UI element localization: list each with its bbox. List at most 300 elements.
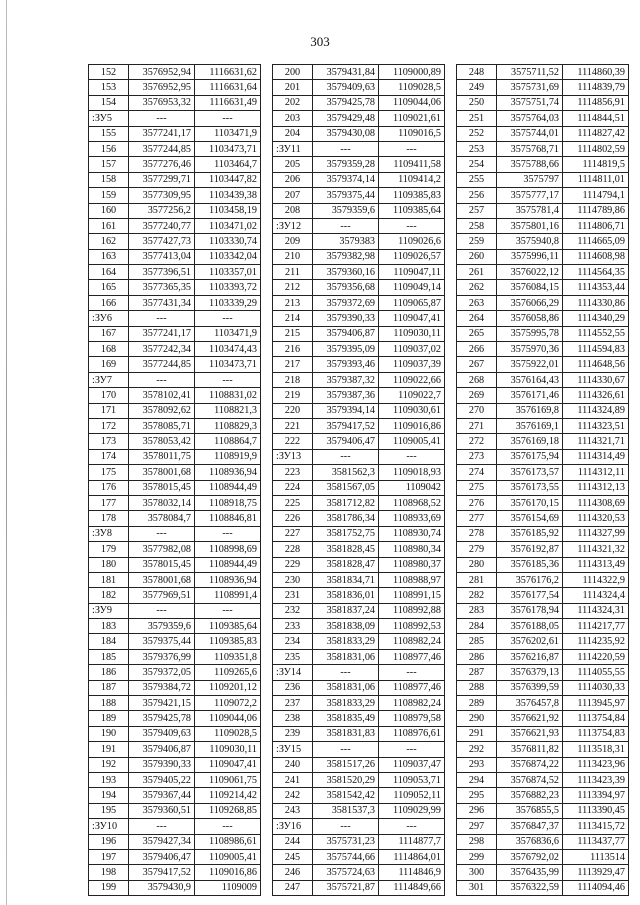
y-coordinate-cell: 1113390,45 [563, 803, 629, 818]
y-coordinate-cell: 1109022,7 [379, 388, 445, 403]
x-coordinate-cell: 3576177,54 [497, 588, 563, 603]
x-coordinate-cell: 3581828,47 [313, 557, 379, 572]
y-coordinate-cell: 1109037,39 [379, 357, 445, 372]
table-row [89, 880, 261, 895]
section-row [273, 742, 445, 757]
x-coordinate-cell: 3581537,3 [313, 803, 379, 818]
point-number-cell: 292 [457, 742, 497, 757]
y-coordinate-cell: --- [195, 311, 261, 326]
x-coordinate-cell: 3575940,8 [497, 234, 563, 249]
x-coordinate-cell: 3579359,28 [313, 157, 379, 172]
x-coordinate-cell: 3575801,16 [497, 218, 563, 233]
section-row [273, 819, 445, 834]
x-coordinate-cell: 3578015,45 [129, 480, 195, 495]
x-coordinate-cell: 3576882,23 [497, 788, 563, 803]
y-coordinate-cell: 1113423,39 [563, 772, 629, 787]
table-row [457, 280, 629, 295]
x-coordinate-cell: 3575777,17 [497, 188, 563, 203]
y-coordinate-cell: 1103339,29 [195, 295, 261, 310]
table-row [273, 803, 445, 818]
section-label-cell: :ЗУ10 [89, 819, 129, 834]
table-row [273, 649, 445, 664]
x-coordinate-cell: 3581833,29 [313, 634, 379, 649]
x-coordinate-cell: 3581838,09 [313, 619, 379, 634]
table-row [89, 65, 261, 80]
x-coordinate-cell: 3579406,87 [129, 742, 195, 757]
table-row [273, 80, 445, 95]
point-number-cell: 170 [89, 388, 129, 403]
table-row [89, 418, 261, 433]
point-number-cell: 152 [89, 65, 129, 80]
y-coordinate-cell: 1114094,46 [563, 880, 629, 895]
x-coordinate-cell: 3577241,17 [129, 126, 195, 141]
x-coordinate-cell: 3579394,14 [313, 403, 379, 418]
point-number-cell: 210 [273, 249, 313, 264]
table-row [457, 111, 629, 126]
y-coordinate-cell: 1114055,55 [563, 665, 629, 680]
point-number-cell: 301 [457, 880, 497, 895]
table-row [89, 95, 261, 110]
y-coordinate-cell: 1109042 [379, 480, 445, 495]
table-row [273, 772, 445, 787]
point-number-cell: 198 [89, 865, 129, 880]
table-row [89, 649, 261, 664]
table-row [89, 249, 261, 264]
x-coordinate-cell: 3576811,82 [497, 742, 563, 757]
point-number-cell: 183 [89, 619, 129, 634]
coordinates-table-3 [456, 64, 629, 896]
y-coordinate-cell: 1109385,83 [379, 188, 445, 203]
x-coordinate-cell: 3576399,59 [497, 680, 563, 695]
point-number-cell: 291 [457, 726, 497, 741]
y-coordinate-cell: 1114794,1 [563, 188, 629, 203]
point-number-cell: 204 [273, 126, 313, 141]
table-row [273, 634, 445, 649]
point-number-cell: 156 [89, 141, 129, 156]
x-coordinate-cell: 3579431,84 [313, 65, 379, 80]
y-coordinate-cell: 1109049,14 [379, 280, 445, 295]
x-coordinate-cell: 3581828,45 [313, 542, 379, 557]
x-coordinate-cell: 3579409,63 [313, 80, 379, 95]
section-row [273, 449, 445, 464]
table-row [457, 403, 629, 418]
x-coordinate-cell: 3581831,06 [313, 680, 379, 695]
y-coordinate-cell: 1114312,13 [563, 480, 629, 495]
x-coordinate-cell: 3576621,92 [497, 711, 563, 726]
y-coordinate-cell: 1108919,9 [195, 449, 261, 464]
y-coordinate-cell: 1116631,49 [195, 95, 261, 110]
table-row [89, 772, 261, 787]
table-row [89, 757, 261, 772]
x-coordinate-cell: 3579387,36 [313, 388, 379, 403]
x-coordinate-cell: 3581567,05 [313, 480, 379, 495]
section-row [89, 603, 261, 618]
y-coordinate-cell: 1103393,72 [195, 280, 261, 295]
table-row [273, 726, 445, 741]
table-row [457, 80, 629, 95]
table-row [457, 434, 629, 449]
table-row [89, 495, 261, 510]
table-row [457, 172, 629, 187]
y-coordinate-cell: 1109000,89 [379, 65, 445, 80]
point-number-cell: 161 [89, 218, 129, 233]
y-coordinate-cell: 1109009 [195, 880, 261, 895]
y-coordinate-cell: 1109044,06 [379, 95, 445, 110]
point-number-cell: 264 [457, 311, 497, 326]
table-row [457, 480, 629, 495]
x-coordinate-cell: 3578102,41 [129, 388, 195, 403]
x-coordinate-cell: 3577309,95 [129, 188, 195, 203]
section-row [89, 311, 261, 326]
y-coordinate-cell: 1114217,77 [563, 619, 629, 634]
y-coordinate-cell: 1114235,92 [563, 634, 629, 649]
y-coordinate-cell: --- [379, 141, 445, 156]
point-number-cell: 172 [89, 418, 129, 433]
x-coordinate-cell: 3576176,2 [497, 572, 563, 587]
point-number-cell: 154 [89, 95, 129, 110]
point-number-cell: 168 [89, 342, 129, 357]
table-row [457, 141, 629, 156]
point-number-cell: 177 [89, 495, 129, 510]
x-coordinate-cell: 3575781,4 [497, 203, 563, 218]
table-row [457, 326, 629, 341]
y-coordinate-cell: 1108944,49 [195, 557, 261, 572]
y-coordinate-cell: 1108977,46 [379, 649, 445, 664]
x-coordinate-cell: 3579417,52 [313, 418, 379, 433]
x-coordinate-cell: 3576874,22 [497, 757, 563, 772]
table-row [89, 141, 261, 156]
point-number-cell: 281 [457, 572, 497, 587]
table-row [273, 880, 445, 895]
x-coordinate-cell: 3581712,82 [313, 495, 379, 510]
x-coordinate-cell: 3579425,78 [129, 711, 195, 726]
x-coordinate-cell: 3579367,44 [129, 788, 195, 803]
y-coordinate-cell: 1109029,99 [379, 803, 445, 818]
y-coordinate-cell: 1109030,11 [195, 742, 261, 757]
x-coordinate-cell: 3575711,52 [497, 65, 563, 80]
point-number-cell: 220 [273, 403, 313, 418]
y-coordinate-cell: 1109018,93 [379, 465, 445, 480]
y-coordinate-cell: 1108829,3 [195, 418, 261, 433]
y-coordinate-cell: 1108968,52 [379, 495, 445, 510]
x-coordinate-cell: 3578032,14 [129, 495, 195, 510]
x-coordinate-cell: --- [129, 311, 195, 326]
x-coordinate-cell: 3575724,63 [313, 865, 379, 880]
y-coordinate-cell: 1109065,87 [379, 295, 445, 310]
table-row [273, 757, 445, 772]
point-number-cell: 194 [89, 788, 129, 803]
section-label-cell: :ЗУ15 [273, 742, 313, 757]
table-row [89, 295, 261, 310]
y-coordinate-cell: 1114856,91 [563, 95, 629, 110]
section-row [89, 819, 261, 834]
table-row [273, 295, 445, 310]
point-number-cell: 271 [457, 418, 497, 433]
table-row [89, 342, 261, 357]
table-row [457, 557, 629, 572]
point-number-cell: 221 [273, 418, 313, 433]
y-coordinate-cell: 1108936,94 [195, 572, 261, 587]
y-coordinate-cell: 1103473,71 [195, 141, 261, 156]
x-coordinate-cell: 3576952,95 [129, 80, 195, 95]
y-coordinate-cell: 1114320,53 [563, 511, 629, 526]
x-coordinate-cell: 3576164,43 [497, 372, 563, 387]
x-coordinate-cell: 3581836,01 [313, 588, 379, 603]
y-coordinate-cell: 1114327,99 [563, 526, 629, 541]
x-coordinate-cell: 3576066,29 [497, 295, 563, 310]
table-row [273, 511, 445, 526]
x-coordinate-cell: 3577431,34 [129, 295, 195, 310]
y-coordinate-cell: 1103458,19 [195, 203, 261, 218]
x-coordinate-cell: --- [313, 141, 379, 156]
y-coordinate-cell: 1109016,5 [379, 126, 445, 141]
point-number-cell: 178 [89, 511, 129, 526]
section-label-cell: :ЗУ9 [89, 603, 129, 618]
y-coordinate-cell: 1114665,09 [563, 234, 629, 249]
table-row [457, 495, 629, 510]
table-row [273, 65, 445, 80]
y-coordinate-cell: 1114326,61 [563, 388, 629, 403]
x-coordinate-cell: 3579374,14 [313, 172, 379, 187]
y-coordinate-cell: 1108846,81 [195, 511, 261, 526]
y-coordinate-cell: 1108991,15 [379, 588, 445, 603]
point-number-cell: 217 [273, 357, 313, 372]
point-number-cell: 169 [89, 357, 129, 372]
y-coordinate-cell: --- [195, 819, 261, 834]
x-coordinate-cell: 3576169,1 [497, 418, 563, 433]
point-number-cell: 241 [273, 772, 313, 787]
y-coordinate-cell: 1103471,02 [195, 218, 261, 233]
point-number-cell: 215 [273, 326, 313, 341]
x-coordinate-cell: 3579372,05 [129, 665, 195, 680]
point-number-cell: 256 [457, 188, 497, 203]
table-row [273, 342, 445, 357]
x-coordinate-cell: 3576175,94 [497, 449, 563, 464]
x-coordinate-cell: 3576457,8 [497, 696, 563, 711]
y-coordinate-cell: 1114308,69 [563, 495, 629, 510]
table-row [457, 849, 629, 864]
y-coordinate-cell: 1109201,12 [195, 680, 261, 695]
point-number-cell: 275 [457, 480, 497, 495]
y-coordinate-cell: 1116631,64 [195, 80, 261, 95]
y-coordinate-cell: 1114846,9 [379, 865, 445, 880]
x-coordinate-cell: 3579395,09 [313, 342, 379, 357]
y-coordinate-cell: 1108986,61 [195, 834, 261, 849]
x-coordinate-cell: 3578001,68 [129, 465, 195, 480]
point-number-cell: 288 [457, 680, 497, 695]
table-row [89, 511, 261, 526]
table-row [457, 711, 629, 726]
y-coordinate-cell: 1114321,32 [563, 542, 629, 557]
y-coordinate-cell: 1108930,74 [379, 526, 445, 541]
point-number-cell: 167 [89, 326, 129, 341]
x-coordinate-cell: --- [129, 819, 195, 834]
y-coordinate-cell: 1109030,61 [379, 403, 445, 418]
point-number-cell: 297 [457, 819, 497, 834]
table-row [457, 572, 629, 587]
point-number-cell: 208 [273, 203, 313, 218]
point-number-cell: 290 [457, 711, 497, 726]
x-coordinate-cell: 3577276,46 [129, 157, 195, 172]
x-coordinate-cell: 3581562,3 [313, 465, 379, 480]
x-coordinate-cell: 3576173,57 [497, 465, 563, 480]
x-coordinate-cell: 3581542,42 [313, 788, 379, 803]
y-coordinate-cell: 1114220,59 [563, 649, 629, 664]
x-coordinate-cell: 3579425,78 [313, 95, 379, 110]
table-row [273, 388, 445, 403]
point-number-cell: 296 [457, 803, 497, 818]
x-coordinate-cell: 3581837,24 [313, 603, 379, 618]
y-coordinate-cell: 1109028,5 [379, 80, 445, 95]
table-row [273, 849, 445, 864]
y-coordinate-cell: 1113929,47 [563, 865, 629, 880]
point-number-cell: 211 [273, 265, 313, 280]
y-coordinate-cell: 1114802,59 [563, 141, 629, 156]
section-label-cell: :ЗУ13 [273, 449, 313, 464]
point-number-cell: 184 [89, 634, 129, 649]
x-coordinate-cell: 3581520,29 [313, 772, 379, 787]
point-number-cell: 223 [273, 465, 313, 480]
table-row [89, 665, 261, 680]
x-coordinate-cell: 3576621,93 [497, 726, 563, 741]
point-number-cell: 199 [89, 880, 129, 895]
x-coordinate-cell: 3578011,75 [129, 449, 195, 464]
point-number-cell: 267 [457, 357, 497, 372]
y-coordinate-cell: 1114330,86 [563, 295, 629, 310]
y-coordinate-cell: 1114789,86 [563, 203, 629, 218]
x-coordinate-cell: 3581831,06 [313, 649, 379, 664]
coordinates-table-1 [88, 64, 261, 896]
table-row [89, 865, 261, 880]
x-coordinate-cell: 3575731,23 [313, 834, 379, 849]
x-coordinate-cell: 3576836,6 [497, 834, 563, 849]
table-row [457, 311, 629, 326]
x-coordinate-cell: 3579359,6 [313, 203, 379, 218]
table-row [89, 280, 261, 295]
y-coordinate-cell: 1103357,01 [195, 265, 261, 280]
x-coordinate-cell: 3575797 [497, 172, 563, 187]
x-coordinate-cell: 3575751,74 [497, 95, 563, 110]
x-coordinate-cell: 3576169,18 [497, 434, 563, 449]
y-coordinate-cell: 1108980,37 [379, 557, 445, 572]
point-number-cell: 181 [89, 572, 129, 587]
y-coordinate-cell: 1109053,71 [379, 772, 445, 787]
point-number-cell: 262 [457, 280, 497, 295]
point-number-cell: 240 [273, 757, 313, 772]
x-coordinate-cell: 3575744,01 [497, 126, 563, 141]
table-row [89, 480, 261, 495]
point-number-cell: 247 [273, 880, 313, 895]
point-number-cell: 274 [457, 465, 497, 480]
table-row [89, 265, 261, 280]
x-coordinate-cell: 3575744,66 [313, 849, 379, 864]
y-coordinate-cell: 1109021,61 [379, 111, 445, 126]
point-number-cell: 224 [273, 480, 313, 495]
point-number-cell: 253 [457, 141, 497, 156]
table-row [457, 603, 629, 618]
x-coordinate-cell: 3581833,29 [313, 696, 379, 711]
y-coordinate-cell: 1114324,89 [563, 403, 629, 418]
table-row [457, 218, 629, 233]
y-coordinate-cell: --- [379, 665, 445, 680]
x-coordinate-cell: 3579384,72 [129, 680, 195, 695]
x-coordinate-cell: 3579409,63 [129, 726, 195, 741]
table-row [273, 542, 445, 557]
point-number-cell: 254 [457, 157, 497, 172]
table-row [89, 634, 261, 649]
y-coordinate-cell: 1113423,96 [563, 757, 629, 772]
x-coordinate-cell: --- [313, 819, 379, 834]
point-number-cell: 166 [89, 295, 129, 310]
x-coordinate-cell: 3576188,05 [497, 619, 563, 634]
y-coordinate-cell: 1114564,35 [563, 265, 629, 280]
x-coordinate-cell: 3576171,46 [497, 388, 563, 403]
table-row [273, 711, 445, 726]
table-row [457, 649, 629, 664]
point-number-cell: 232 [273, 603, 313, 618]
point-number-cell: 233 [273, 619, 313, 634]
x-coordinate-cell: 3576154,69 [497, 511, 563, 526]
y-coordinate-cell: 1109411,58 [379, 157, 445, 172]
y-coordinate-cell: 1109072,2 [195, 696, 261, 711]
y-coordinate-cell: 1113754,83 [563, 726, 629, 741]
point-number-cell: 201 [273, 80, 313, 95]
table-row [89, 403, 261, 418]
point-number-cell: 298 [457, 834, 497, 849]
y-coordinate-cell: 1103447,82 [195, 172, 261, 187]
table-row [273, 680, 445, 695]
y-coordinate-cell: 1114860,39 [563, 65, 629, 80]
table-row [273, 588, 445, 603]
point-number-cell: 270 [457, 403, 497, 418]
y-coordinate-cell: 1108980,34 [379, 542, 445, 557]
point-number-cell: 238 [273, 711, 313, 726]
x-coordinate-cell: 3576435,99 [497, 865, 563, 880]
y-coordinate-cell: 1114314,49 [563, 449, 629, 464]
x-coordinate-cell: 3576847,37 [497, 819, 563, 834]
x-coordinate-cell: 3577396,51 [129, 265, 195, 280]
y-coordinate-cell: 1103464,7 [195, 157, 261, 172]
x-coordinate-cell: 3579406,47 [313, 434, 379, 449]
section-row [273, 218, 445, 233]
x-coordinate-cell: 3575788,66 [497, 157, 563, 172]
point-number-cell: 261 [457, 265, 497, 280]
x-coordinate-cell: 3576170,15 [497, 495, 563, 510]
point-number-cell: 179 [89, 542, 129, 557]
y-coordinate-cell: 1109005,41 [195, 849, 261, 864]
x-coordinate-cell: 3579359,6 [129, 619, 195, 634]
point-number-cell: 202 [273, 95, 313, 110]
x-coordinate-cell: 3579421,15 [129, 696, 195, 711]
y-coordinate-cell: 1114030,33 [563, 680, 629, 695]
point-number-cell: 176 [89, 480, 129, 495]
y-coordinate-cell: 1108918,75 [195, 495, 261, 510]
table-row [273, 95, 445, 110]
y-coordinate-cell: 1108992,53 [379, 619, 445, 634]
x-coordinate-cell: 3576202,61 [497, 634, 563, 649]
point-number-cell: 190 [89, 726, 129, 741]
y-coordinate-cell: 1109044,06 [195, 711, 261, 726]
table-row [89, 742, 261, 757]
point-number-cell: 173 [89, 434, 129, 449]
point-number-cell: 286 [457, 649, 497, 664]
table-row [457, 157, 629, 172]
table-row [89, 696, 261, 711]
y-coordinate-cell: 1109016,86 [379, 418, 445, 433]
table-row [273, 157, 445, 172]
y-coordinate-cell: 1108977,46 [379, 680, 445, 695]
point-number-cell: 265 [457, 326, 497, 341]
